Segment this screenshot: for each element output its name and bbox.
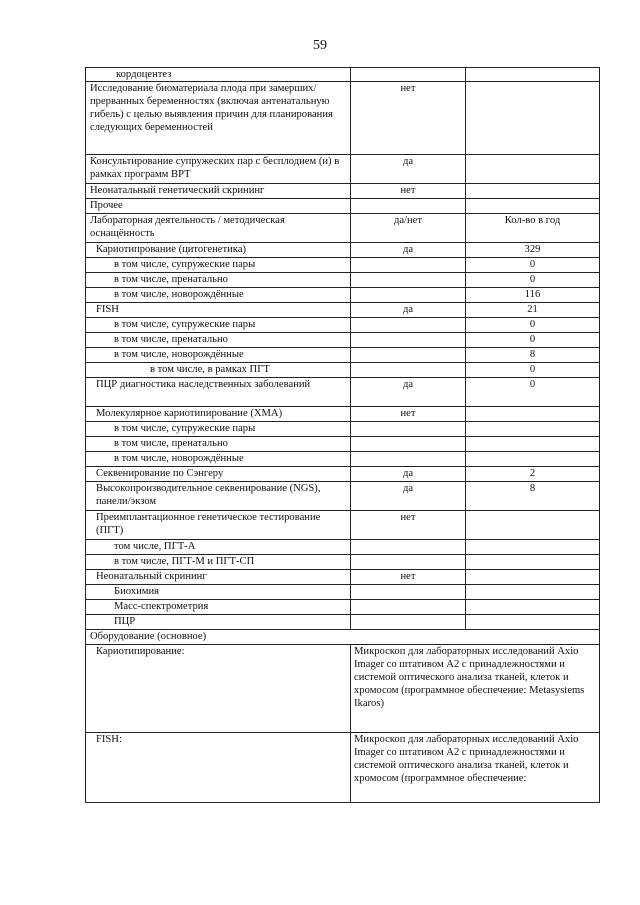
table-row: [86, 422, 600, 437]
table-row: [86, 482, 600, 511]
row-label: Кариотипрование (цитогенетика): [86, 243, 351, 258]
row-value: [351, 273, 466, 288]
row-count: [466, 585, 600, 600]
row-value: да: [351, 482, 466, 511]
row-value: [351, 540, 466, 555]
row-label: в том числе, новорождённые: [86, 288, 351, 303]
row-value: [351, 333, 466, 348]
row-value: [351, 585, 466, 600]
row-value: нет: [351, 184, 466, 199]
row-value: нет: [351, 570, 466, 585]
row-count: [466, 199, 600, 214]
row-count: 116: [466, 288, 600, 303]
row-label: ПЦР: [86, 615, 351, 630]
row-count: [466, 570, 600, 585]
table-row: [86, 511, 600, 540]
row-label: Исследование биоматериала плода при замерших/прерванных беременностях (включая антенатальную гибель) с целью выявления причин для планирования следующих беременностей: [86, 82, 351, 155]
row-count: 0: [466, 333, 600, 348]
table-row: [86, 555, 600, 570]
row-value: [351, 348, 466, 363]
table-row: [86, 570, 600, 585]
row-label: Неонатальный скрининг: [86, 570, 351, 585]
table-row: [86, 407, 600, 422]
row-label: в том числе, новорождённые: [86, 348, 351, 363]
row-count: 0: [466, 258, 600, 273]
table-row: [86, 540, 600, 555]
row-count: [466, 184, 600, 199]
row-label: Молекулярное кариотипирование (ХМА): [86, 407, 351, 422]
row-value: [351, 422, 466, 437]
row-count: [466, 511, 600, 540]
table-row: [86, 437, 600, 452]
row-label: ПЦР диагностика наследственных заболеваний: [86, 378, 351, 407]
row-count: 0: [466, 318, 600, 333]
table-row: [86, 600, 600, 615]
row-label: в том числе, пренатально: [86, 273, 351, 288]
row-count: 329: [466, 243, 600, 258]
row-value: да: [351, 155, 466, 184]
row-value: да: [351, 303, 466, 318]
row-count: [466, 555, 600, 570]
row-value: [351, 288, 466, 303]
row-value: нет: [351, 82, 466, 155]
row-value: [351, 615, 466, 630]
equipment-row: [86, 733, 600, 803]
row-value: нет: [351, 407, 466, 422]
row-label: кордоцентез: [86, 68, 351, 82]
row-label: Неонатальный генетический скрининг: [86, 184, 351, 199]
row-count: [466, 600, 600, 615]
table-row: [86, 155, 600, 184]
row-label: в том числе, супружеские пары: [86, 422, 351, 437]
row-label: в том числе, супружеские пары: [86, 258, 351, 273]
row-label: Прочее: [86, 199, 351, 214]
row-value: [351, 452, 466, 467]
row-count: 0: [466, 378, 600, 407]
row-count: [466, 540, 600, 555]
table-row: [86, 288, 600, 303]
row-count: 8: [466, 482, 600, 511]
row-count: [466, 155, 600, 184]
row-value: нет: [351, 511, 466, 540]
table-row: [86, 258, 600, 273]
row-label: том числе, ПГТ-А: [86, 540, 351, 555]
row-count: [466, 407, 600, 422]
row-count: [466, 68, 600, 82]
row-count: [466, 615, 600, 630]
equipment-heading: Оборудование (основное): [86, 630, 600, 645]
row-count: 2: [466, 467, 600, 482]
table-row: [86, 318, 600, 333]
row-count: [466, 437, 600, 452]
table-row: [86, 82, 600, 155]
row-label: Консультирование супружеских пар с бесплодием (и) в рамках программ ВРТ: [86, 155, 351, 184]
table-row: [86, 333, 600, 348]
equipment-label: FISH:: [86, 733, 351, 803]
row-label: Биохимия: [86, 585, 351, 600]
row-value: [351, 258, 466, 273]
row-label: Высокопроизводительное секвенирование (NGS), панели/экзом: [86, 482, 351, 511]
table-row: [86, 199, 600, 214]
row-label: в том числе, пренатально: [86, 333, 351, 348]
equipment-description: Микроскоп для лабораторных исследований Axio Imager со штативом А2 с принадлежностями и системой оптического анализа тканей, клеток и хромосом (программное обеспечение: Metasystems Ikaros): [351, 645, 600, 733]
table-row: [86, 243, 600, 258]
equipment-description: Микроскоп для лабораторных исследований Axio Imager со штативом А2 с принадлежностями и системой оптического анализа тканей, клеток и хромосом (программное обеспечение:: [351, 733, 600, 803]
row-label: Масс-спектрометрия: [86, 600, 351, 615]
row-value: [351, 199, 466, 214]
row-value: [351, 600, 466, 615]
row-count: 8: [466, 348, 600, 363]
table-row: [86, 363, 600, 378]
row-count: [466, 452, 600, 467]
row-value: да/нет: [351, 214, 466, 243]
row-label: в том числе, супружеские пары: [86, 318, 351, 333]
table-row: [86, 303, 600, 318]
table-row: [86, 467, 600, 482]
row-label: FISH: [86, 303, 351, 318]
table-row: [86, 348, 600, 363]
row-value: [351, 363, 466, 378]
row-value: [351, 437, 466, 452]
table-row: [86, 585, 600, 600]
table-row: [86, 615, 600, 630]
row-label: в том числе, новорождённые: [86, 452, 351, 467]
row-count: [466, 422, 600, 437]
genetics-lab-table: [85, 67, 600, 803]
row-value: [351, 555, 466, 570]
row-count: [466, 82, 600, 155]
row-value: [351, 68, 466, 82]
row-count: 0: [466, 273, 600, 288]
equipment-label: Кариотипирование:: [86, 645, 351, 733]
row-label: Преимплантационное генетическое тестирование (ПГТ): [86, 511, 351, 540]
row-value: да: [351, 243, 466, 258]
equipment-row: [86, 645, 600, 733]
table-row: [86, 378, 600, 407]
equipment-heading-row: [86, 630, 600, 645]
row-label: в том числе, пренатально: [86, 437, 351, 452]
row-label: Секвенирование по Сэнгеру: [86, 467, 351, 482]
table-header-row: [86, 214, 600, 243]
row-count: Кол-во в год: [466, 214, 600, 243]
table-row: [86, 273, 600, 288]
row-count: 0: [466, 363, 600, 378]
table-row: [86, 184, 600, 199]
row-count: 21: [466, 303, 600, 318]
row-value: да: [351, 378, 466, 407]
row-value: [351, 318, 466, 333]
row-label: в том числе, в рамках ПГТ: [86, 363, 351, 378]
row-label: в том числе, ПГТ-М и ПГТ-СП: [86, 555, 351, 570]
page-number: 59: [313, 38, 327, 53]
row-value: да: [351, 467, 466, 482]
table-row: [86, 68, 600, 82]
row-label: Лабораторная деятельность / методическая оснащённость: [86, 214, 351, 243]
table-row: [86, 452, 600, 467]
